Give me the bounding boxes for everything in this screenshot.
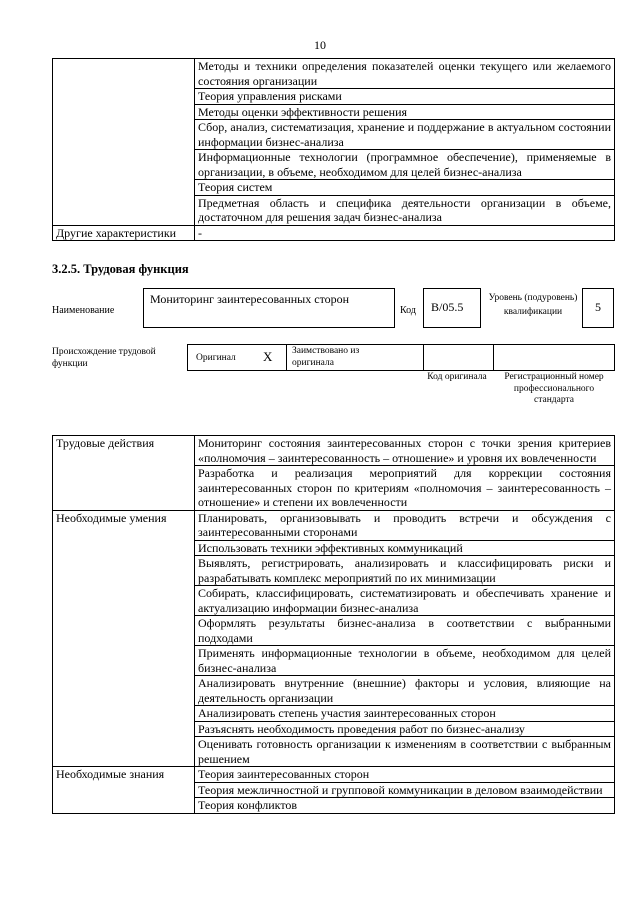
- table-cell: Разработка и реализация мероприятий для коррекции состояния заинтересованных сторон по критериям «полномочия – заинтересованность – отношение» и степени их вовлеченности: [195, 466, 615, 511]
- group-label: Трудовые действия: [53, 436, 195, 511]
- code-caption: Код оригинала: [427, 372, 487, 382]
- table-cell: Теория межличностной и групповой коммуникации в деловом взаимодействии: [195, 782, 615, 798]
- original-mark: X: [263, 349, 273, 364]
- page-number: 10: [314, 38, 326, 52]
- table-cell: -: [195, 225, 615, 241]
- top-characteristics-table: [52, 58, 615, 241]
- divider: [493, 345, 494, 370]
- table-cell: Теория конфликтов: [195, 798, 615, 814]
- section-title: 3.2.5. Трудовая функция: [52, 262, 189, 276]
- function-name-value: Мониторинг заинтересованных сторон: [143, 288, 395, 328]
- group-label: Необходимые знания: [53, 767, 195, 814]
- table-row: [53, 767, 615, 783]
- code-label: Код: [400, 305, 416, 316]
- table-cell: Предметная область и специфика деятельности организации в объеме, достаточном для решения задач бизнес-анализа: [195, 195, 615, 225]
- level-label: Уровень (подуровень) квалификации: [488, 293, 578, 317]
- origin-box: [187, 344, 615, 371]
- table-cell: Теория управления рисками: [195, 89, 615, 105]
- level-value: 5: [582, 288, 614, 328]
- borrowed-label: Заимствовано из оригинала: [292, 346, 360, 368]
- table-row: [53, 225, 615, 241]
- table-cell: Применять информационные технологии в объеме, необходимом для целей бизнес-анализа: [195, 646, 615, 676]
- table-cell: Разъяснять необходимость проведения работ по бизнес-анализу: [195, 721, 615, 737]
- table-cell: Анализировать степень участия заинтересованных сторон: [195, 706, 615, 722]
- table-row: [53, 59, 615, 89]
- group-label: Необходимые умения: [53, 510, 195, 767]
- table-cell: Методы и техники определения показателей оценки текущего или желаемого состояния организации: [195, 59, 615, 89]
- table-row: [53, 436, 615, 466]
- table-label-cell: Другие характеристики: [53, 225, 195, 241]
- table-cell: Использовать техники эффективных коммуникаций: [195, 540, 615, 556]
- table-cell: Собирать, классифицировать, систематизировать и обеспечивать хранение и актуализацию информации бизнес-анализа: [195, 586, 615, 616]
- divider: [423, 345, 424, 370]
- table-cell: Планировать, организовывать и проводить встречи и обсуждения с заинтересованными сторонами: [195, 510, 615, 540]
- function-code-value: В/05.5: [423, 288, 481, 328]
- divider: [286, 345, 287, 370]
- reg-caption: Регистрационный номер профессионального стандарта: [504, 372, 604, 405]
- table-cell: Оформлять результаты бизнес-анализа в соответствии с выбранными подходами: [195, 616, 615, 646]
- labor-function-table: [52, 435, 615, 814]
- table-cell: Теория заинтересованных сторон: [195, 767, 615, 783]
- original-label: Оригинал: [196, 353, 236, 363]
- table-label-cell: [53, 59, 195, 226]
- origin-label: Происхождение трудовой функции: [52, 347, 156, 369]
- table-cell: Теория систем: [195, 180, 615, 196]
- table-cell: Выявлять, регистрировать, анализировать и классифицировать риски и разрабатывать комплекс мероприятий по их минимизации: [195, 556, 615, 586]
- table-cell: Информационные технологии (программное обеспечение), применяемые в организации, в объеме, необходимом для целей бизнес-анализа: [195, 150, 615, 180]
- table-cell: Сбор, анализ, систематизация, хранение и поддержание в актуальном состоянии информации бизнес-анализа: [195, 120, 615, 150]
- table-cell: Анализировать внутренние (внешние) факторы и условия, влияющие на деятельность организации: [195, 676, 615, 706]
- table-cell: Оценивать готовность организации к изменениям в соответствии с выбранным решением: [195, 737, 615, 767]
- table-row: [53, 510, 615, 540]
- table-cell: Мониторинг состояния заинтересованных сторон с точки зрения критериев «полномочия – заинтересованность – отношение» и уровня их вовлеченности: [195, 436, 615, 466]
- table-cell: Методы оценки эффективности решения: [195, 104, 615, 120]
- name-label: Наименование: [52, 305, 115, 316]
